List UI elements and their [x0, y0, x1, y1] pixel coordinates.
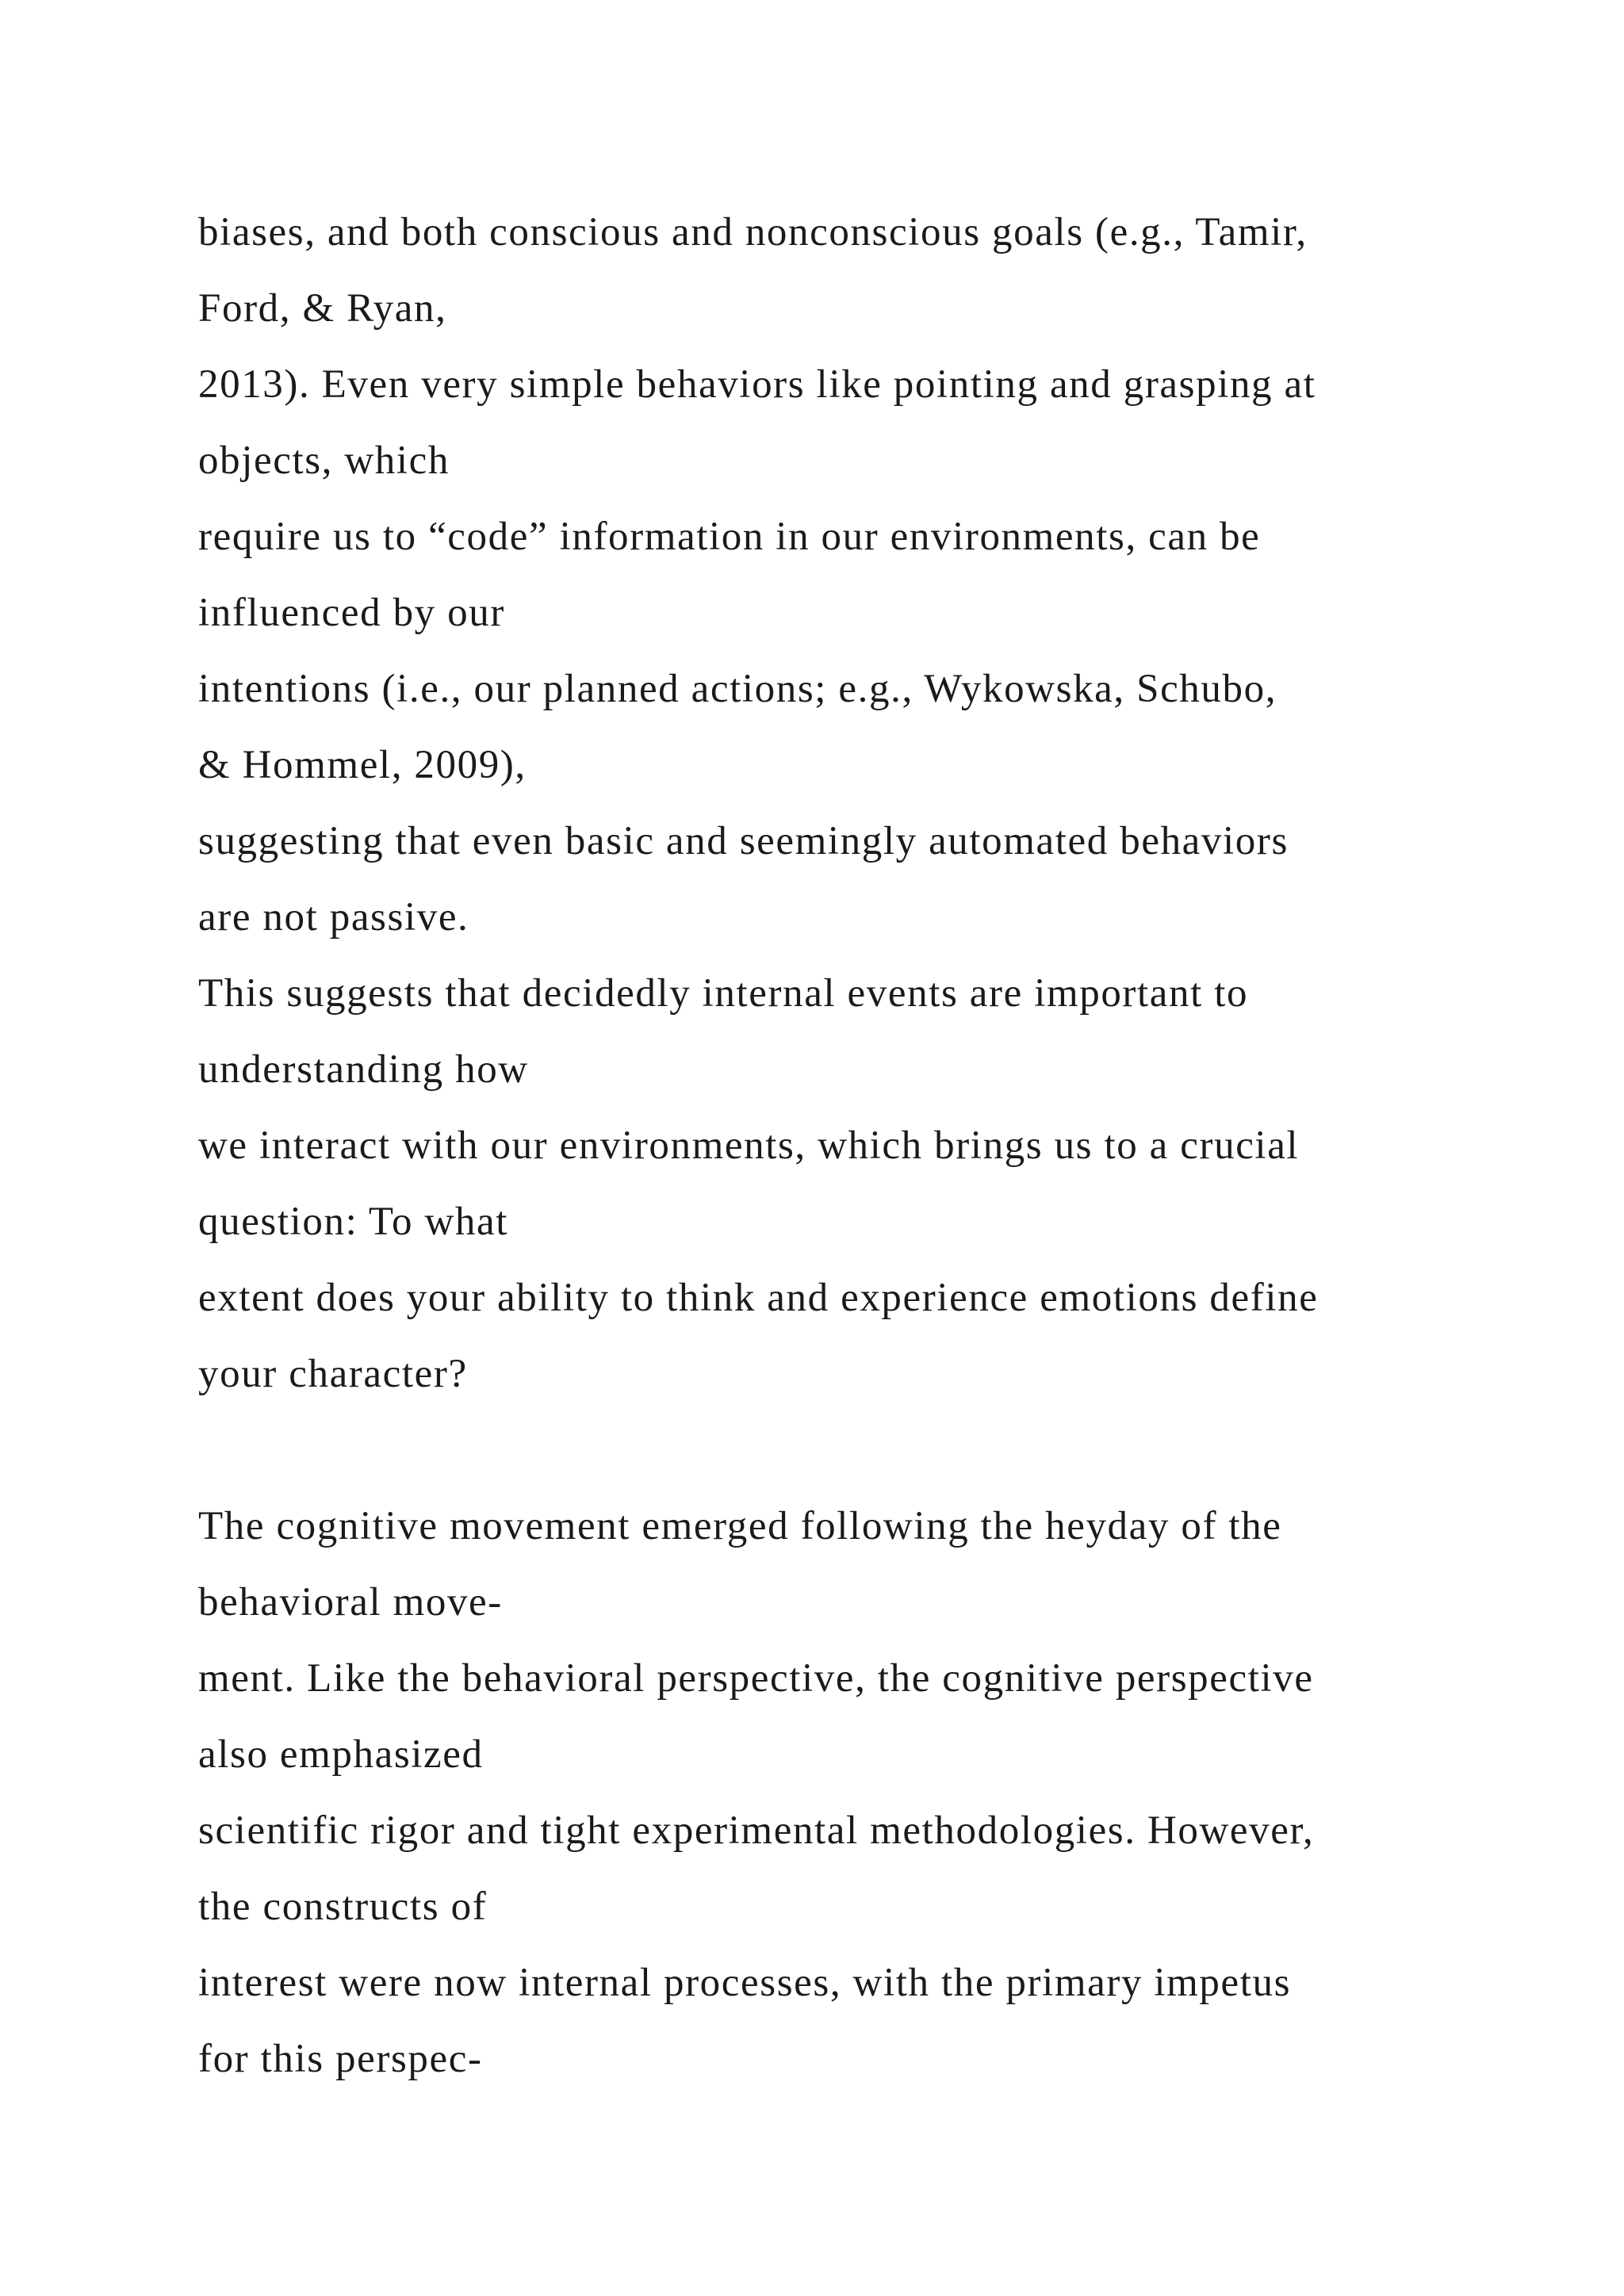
text-line: objects, which: [198, 438, 450, 483]
text-line: your character?: [198, 1352, 468, 1396]
text-line: suggesting that even basic and seemingly automated behaviors: [198, 819, 1289, 863]
paragraph-spacer: [198, 1412, 1546, 1488]
text-line: require us to “code” information in our environments, can be: [198, 515, 1261, 559]
text-line: ment. Like the behavioral perspective, the cognitive perspective: [198, 1656, 1314, 1701]
text-line: & Hommel, 2009),: [198, 743, 527, 787]
text-line: intentions (i.e., our planned actions; e.g., Wykowska, Schubo,: [198, 667, 1277, 711]
paragraph-2: [198, 1488, 1546, 2097]
text-line: question: To what: [198, 1200, 508, 1244]
text-line: biases, and both conscious and nonconscious goals (e.g., Tamir,: [198, 210, 1308, 254]
text-line: the constructs of: [198, 1885, 488, 1929]
document-body: [198, 194, 1546, 2097]
text-line: for this perspec-: [198, 2037, 483, 2081]
text-line: The cognitive movement emerged following the heyday of the: [198, 1504, 1282, 1548]
text-line: influenced by our: [198, 591, 505, 635]
text-line: understanding how: [198, 1047, 529, 1092]
text-line: extent does your ability to think and experience emotions define: [198, 1276, 1319, 1320]
text-line: This suggests that decidedly internal events are important to: [198, 971, 1249, 1016]
text-line: 2013). Even very simple behaviors like pointing and grasping at: [198, 362, 1316, 407]
text-line: are not passive.: [198, 895, 469, 939]
text-line: Ford, & Ryan,: [198, 286, 447, 331]
paragraph-1: [198, 194, 1546, 1412]
text-line: also emphasized: [198, 1732, 484, 1777]
text-line: interest were now internal processes, with the primary impetus: [198, 1961, 1292, 2005]
text-line: scientific rigor and tight experimental methodologies. However,: [198, 1808, 1315, 1853]
text-line: we interact with our environments, which brings us to a crucial: [198, 1123, 1300, 1168]
text-line: behavioral move-: [198, 1580, 503, 1624]
